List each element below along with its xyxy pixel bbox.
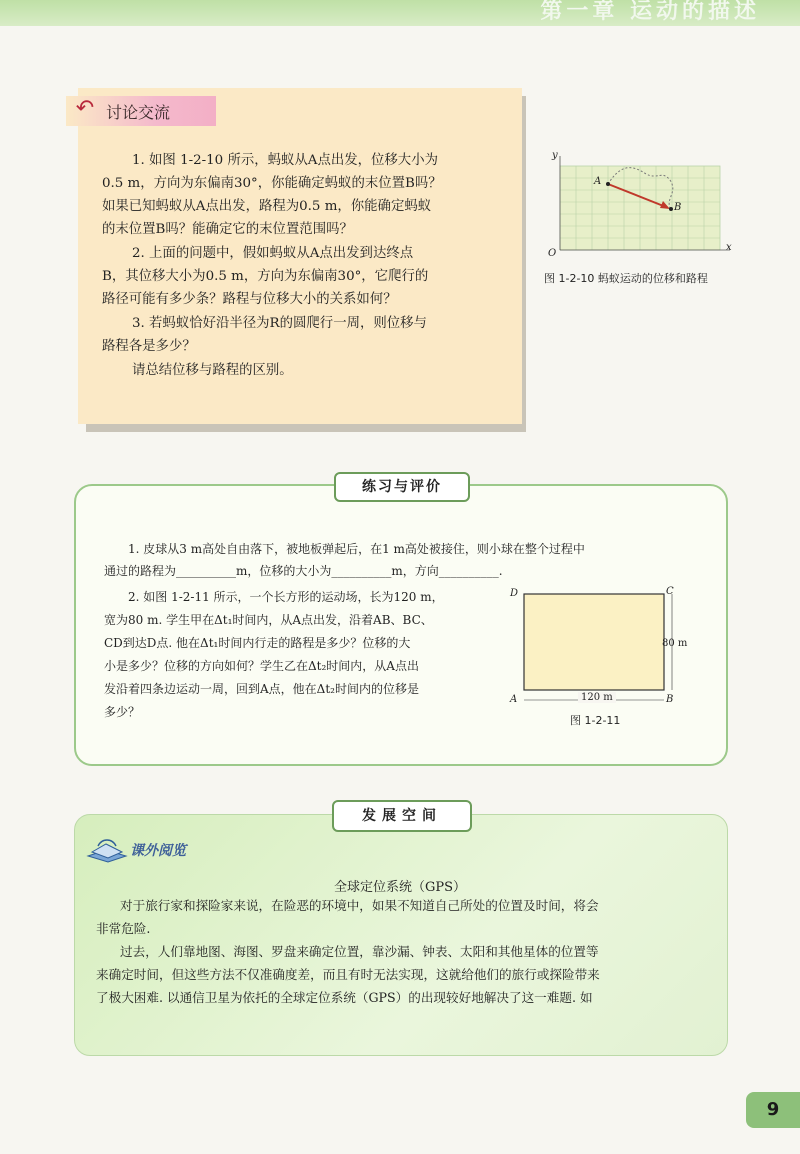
gps-paragraph-line: 过去，人们靠地图、海图、罗盘来确定位置，靠沙漏、钟表、太阳和其他星体的位置等 bbox=[120, 944, 599, 959]
book-icon bbox=[84, 836, 130, 864]
practice-title: 练习与评价 bbox=[334, 472, 470, 502]
discussion-line: 请总结位移与路程的区别。 bbox=[132, 363, 293, 378]
development-title: 发展空间 bbox=[332, 800, 472, 832]
chapter-title: 第一章 运动的描述 bbox=[540, 0, 760, 24]
discussion-line: 如果已知蚂蚁从A点出发，路程为0.5 m，你能确定蚂蚁 bbox=[102, 199, 432, 214]
page-number: 9 bbox=[746, 1092, 800, 1128]
fig10-origin-label: O bbox=[548, 248, 557, 259]
fig10-x-label: x bbox=[726, 242, 732, 253]
fig11-point-a-label: A bbox=[510, 694, 518, 705]
discussion-line: 3. 若蚂蚁恰好沿半径为R的圆爬行一周，则位移与 bbox=[132, 316, 427, 331]
discussion-line: 的末位置B吗？能确定它的末位置范围吗？ bbox=[102, 222, 353, 237]
discussion-title: 讨论交流 bbox=[106, 103, 171, 122]
fig10-y-label: y bbox=[552, 150, 558, 161]
practice-q2-line: 小是多少？位移的方向如何？学生乙在Δt₂时间内，从A点出 bbox=[104, 659, 419, 673]
gps-title: 全球定位系统（GPS） bbox=[333, 880, 467, 895]
fig11-point-d-label: D bbox=[510, 588, 519, 599]
fig11-point-c-label: C bbox=[666, 586, 674, 597]
fig11-width-label: 120 m bbox=[578, 692, 616, 703]
fig10-caption: 图 1-2-10 蚂蚁运动的位移和路程 bbox=[544, 272, 708, 285]
practice-q2-line: 宽为80 m. 学生甲在Δt₁时间内，从A点出发，沿着AB、BC、 bbox=[104, 613, 433, 627]
fig11-height-label: 80 m bbox=[662, 638, 688, 649]
fig11-caption: 图 1-2-11 bbox=[570, 714, 621, 727]
practice-q2-line: 发沿着四条边运动一周，回到A点，他在Δt₂时间内的位移是 bbox=[104, 682, 419, 696]
discussion-line: 1. 如图 1-2-10 所示，蚂蚁从A点出发，位移大小为 bbox=[132, 153, 438, 168]
ant-displacement-figure bbox=[542, 152, 742, 264]
reading-label: 课外阅览 bbox=[130, 843, 186, 859]
arrow-curve-icon: ↶ bbox=[75, 96, 95, 121]
fig10-point-b-label: B bbox=[674, 202, 682, 213]
practice-q2-line: CD到达D点. 他在Δt₁时间内行走的路程是多少？位移的大 bbox=[104, 636, 411, 650]
practice-q1-line1: 1. 皮球从3 m高处自由落下，被地板弹起后，在1 m高处被接住，则小球在整个过程中 bbox=[128, 542, 585, 556]
gps-paragraph-line: 了极大困难. 以通信卫星为依托的全球定位系统（GPS）的出现较好地解决了这一难题. 如 bbox=[96, 990, 593, 1005]
discussion-line: 路径可能有多少条？路程与位移大小的关系如何？ bbox=[102, 292, 397, 307]
gps-paragraph-line: 对于旅行家和探险家来说，在险恶的环境中，如果不知道自己所处的位置及时间，将会 bbox=[120, 898, 599, 913]
gps-paragraph-line: 来确定时间，但这些方法不仅准确度差，而且有时无法实现，这就给他们的旅行或探险带来 bbox=[96, 967, 600, 982]
discussion-line: B，其位移大小为0.5 m，方向为东偏南30°，它爬行的 bbox=[102, 269, 429, 284]
fig11-point-b-label: B bbox=[666, 694, 674, 705]
fig10-point-a-label: A bbox=[594, 176, 602, 187]
practice-q2-line: 2. 如图 1-2-11 所示，一个长方形的运动场，长为120 m， bbox=[128, 590, 444, 604]
gps-paragraph-line: 非常危险. bbox=[96, 921, 151, 936]
discussion-line: 0.5 m，方向为东偏南30°，你能确定蚂蚁的末位置B吗？ bbox=[102, 176, 442, 191]
discussion-line: 路程各是多少？ bbox=[102, 339, 196, 354]
practice-q2-line: 多少？ bbox=[104, 705, 141, 719]
practice-q1-line2: 通过的路程为__________m，位移的大小为__________m，方向__________. bbox=[104, 564, 503, 578]
discussion-line: 2. 上面的问题中，假如蚂蚁从A点出发到达终点 bbox=[132, 246, 414, 261]
